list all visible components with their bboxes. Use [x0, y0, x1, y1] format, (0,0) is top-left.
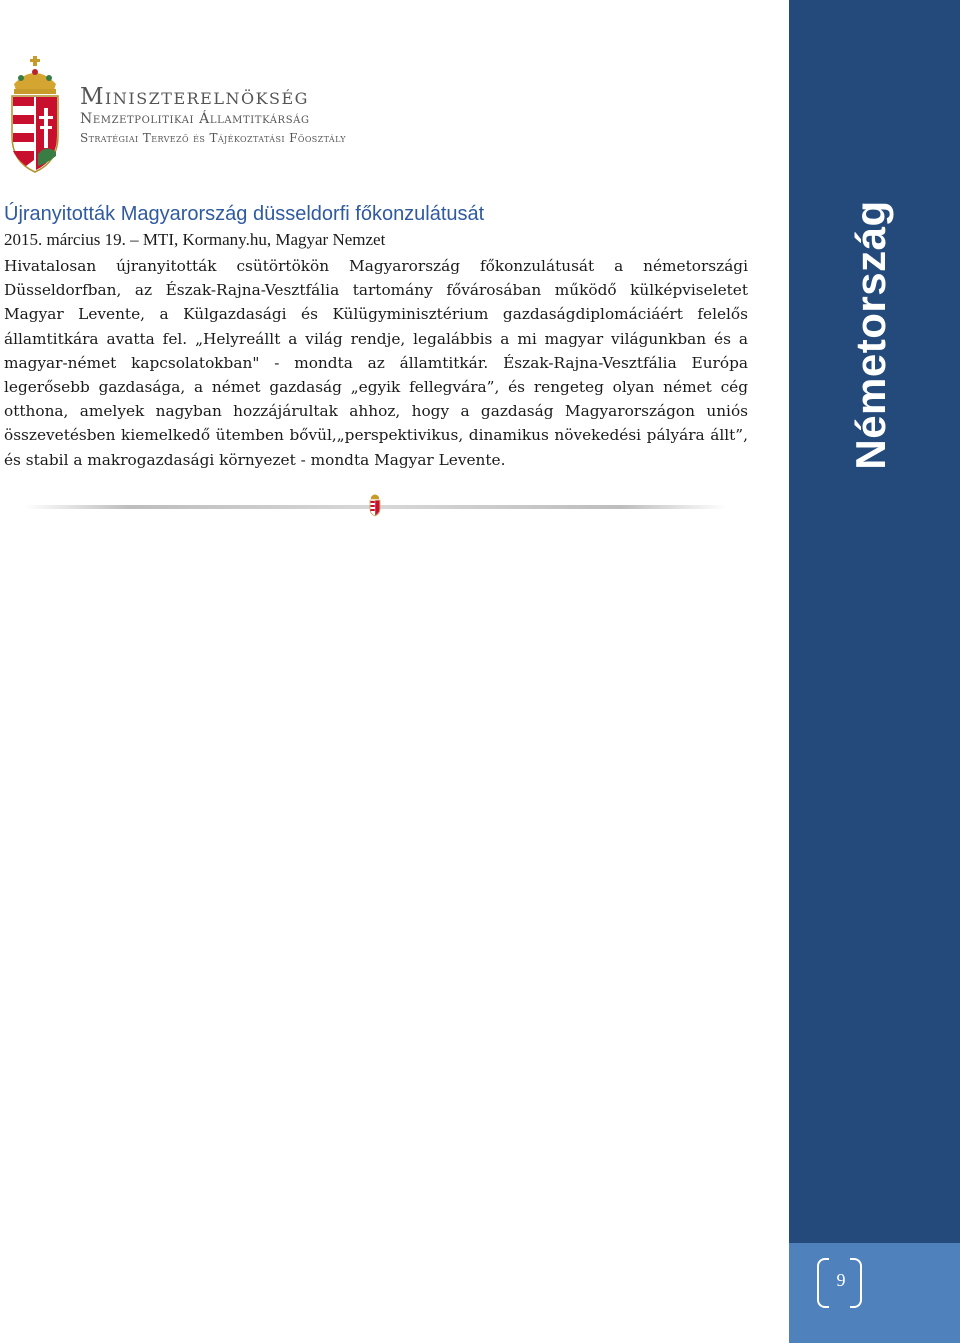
coat-of-arms-icon: [369, 493, 381, 517]
article-meta: 2015. március 19. – MTI, Kormany.hu, Magyar Nemzet: [4, 230, 386, 249]
page-number: 9: [836, 1270, 846, 1290]
page-number-box: [789, 1243, 960, 1343]
article-title: Újranyitották Magyarország düsseldorfi főkonzulátusát: [4, 203, 485, 225]
page-bracket-left: [817, 1258, 829, 1308]
article-paragraph: Hivatalosan újranyitották csütörtökön Magyarország főkonzulátusát a németországi Düsseldorfban, az Észak-Rajna-Vesztfália tartomány fővárosában működő külképviseletet Magyar Levente, a Külgazdasági és Külügyminisztérium gazdaságdiplomáciáért felelős államtitkára avatta fel.: [4, 257, 748, 348]
organization-subtitle: Nemzetpolitikai Államtitkárság: [80, 111, 310, 127]
section-label: Németország: [847, 200, 894, 470]
article-paragraph: Észak-Rajna-Vesztfália Európa legerősebb gazdasága, a német gazdaság „egyik fellegvára”, és rengeteg olyan német cég otthona, amelyek nagyban hozzájárultak ahhoz, hogy a gazdaság Magyarországon uniós összevetésben kiemelkedő ütemben bővül,„perspektivikus, dinamikus növekedési pályára állt”, és stabil a makrogazdasági környezet - mondta Magyar Levente.: [4, 353, 748, 469]
organization-department: Stratégiai Tervező és Tájékoztatási Főosztály: [80, 131, 346, 145]
organization-name: Miniszterelnökség: [80, 84, 309, 110]
article-quote: „Helyreállt a világ rendje, legalábbis a mi magyar világunkban és a magyar-német kapcsolatokban" - mondta az államtitkár.: [4, 329, 748, 372]
article-body: [4, 254, 748, 472]
coat-of-arms-logo: [6, 56, 64, 174]
